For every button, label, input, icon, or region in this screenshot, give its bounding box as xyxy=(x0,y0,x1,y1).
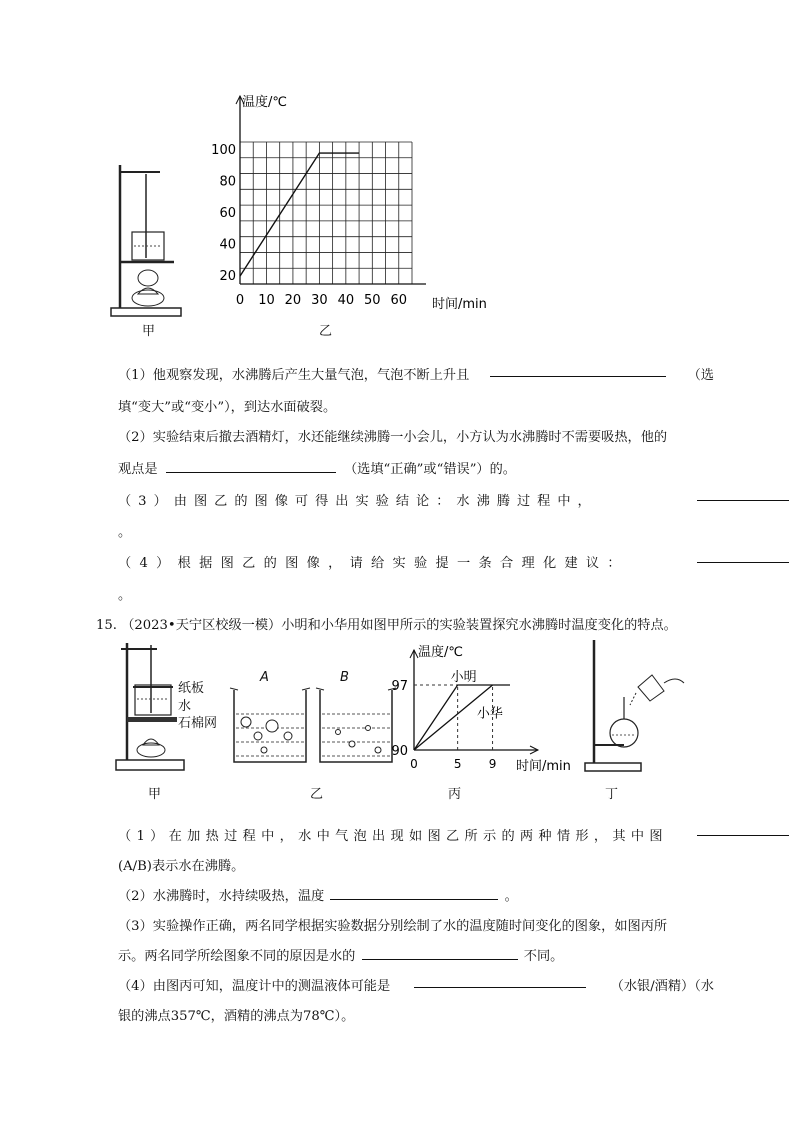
q15-part4-line2: 银的沸点357℃，酒精的沸点为78℃）。 xyxy=(118,1009,355,1024)
q15-part4-line1 xyxy=(118,975,714,994)
q15-part4-text-end: （水银/酒精）（水 xyxy=(610,979,714,994)
chart-yi-temperature-time xyxy=(200,88,500,318)
x-tick-label: 5 xyxy=(453,757,462,771)
q15-part4-answer-blank[interactable] xyxy=(414,975,586,988)
q14-part2-answer-blank[interactable] xyxy=(166,460,336,473)
q14-part3-answer-blank[interactable] xyxy=(697,488,789,501)
q14-part1-text-end: （选 xyxy=(687,368,714,383)
x-tick-label: 50 xyxy=(364,293,381,308)
x-tick-label: 10 xyxy=(258,293,275,308)
q14-part3-end: 。 xyxy=(118,525,132,540)
x-tick-label: 9 xyxy=(488,757,497,771)
y-tick-label: 90 xyxy=(391,744,408,759)
q14-part1-text: （1）他观察发现，水沸腾后产生大量气泡，气泡不断上升且 xyxy=(118,368,470,383)
chart-bing-temperature-time xyxy=(378,640,578,780)
q15-beakers-yi-figure xyxy=(228,670,398,770)
q15-figure-label-yi: 乙 xyxy=(310,787,324,802)
series-label: 小明 xyxy=(450,670,477,685)
q14-part2-line1: （2）实验结束后撤去酒精灯，水还能继续沸腾一小会儿，小方认为水沸腾时不需要吸热，他的 xyxy=(118,430,668,445)
q14-part3-text: （3）由图乙的图像可得出实验结论：水沸腾过程中， xyxy=(118,494,598,509)
y-axis-label: 温度/℃ xyxy=(242,95,287,110)
q15-part2-text: （2）水沸腾时，水持续吸热，温度 xyxy=(118,889,325,904)
y-tick-label: 20 xyxy=(219,269,236,285)
q15-part2-text-end: 。 xyxy=(504,889,518,904)
y-tick-label: 100 xyxy=(211,142,236,158)
beaker-label-b: B xyxy=(340,670,349,685)
beaker-label-a: A xyxy=(260,670,269,685)
q14-part2-text-end: （选填“正确”或“错误”）的。 xyxy=(343,462,516,477)
x-tick-label: 20 xyxy=(284,293,302,308)
q14-part4-end: 。 xyxy=(118,588,132,603)
temperature-line xyxy=(240,153,359,276)
q14-part1-line2: 填“变大”或“变小”），到达水面破裂。 xyxy=(118,400,337,415)
y-tick-label: 60 xyxy=(219,206,236,221)
x-tick-label: 60 xyxy=(390,293,408,308)
q15-part1-answer-blank[interactable] xyxy=(697,823,789,836)
q15-figure-label-ding: 丁 xyxy=(605,787,619,802)
x-axis-label: 时间/min xyxy=(516,759,571,774)
q14-part4-line1 xyxy=(118,552,714,571)
q15-part1-line2: (A/B)表示水在沸腾。 xyxy=(118,859,245,874)
x-tick-label: 0 xyxy=(235,293,245,308)
q15-apparatus-jia-figure xyxy=(113,635,188,775)
x-tick-label: 30 xyxy=(311,293,328,308)
q15-part2-answer-blank[interactable] xyxy=(330,887,498,900)
q15-stem xyxy=(96,614,796,633)
q14-part4-text: （4）根据图乙的图像，请给实验提一条合理化建议： xyxy=(118,556,629,571)
label-shimianwang: 石棉网 xyxy=(178,716,218,731)
q15-part3-text: 示。两名同学所绘图象不同的原因是水的 xyxy=(118,949,356,964)
q14-part2-text: 观点是 xyxy=(118,462,158,477)
y-tick-label: 80 xyxy=(219,174,236,190)
q15-part3-line1: （3）实验操作正确，两名同学根据实验数据分别绘制了水的温度随时间变化的图象，如图丙所 xyxy=(118,919,668,934)
x-axis-label: 时间/min xyxy=(432,297,487,312)
q15-part3-text-end: 不同。 xyxy=(523,949,564,964)
q15-part1-text: （1）在加热过程中，水中气泡出现如图乙所示的两种情形，其中图 xyxy=(118,829,668,844)
q15-figure-label-jia: 甲 xyxy=(148,787,162,802)
label-shui: 水 xyxy=(178,699,192,714)
label-zhiban: 纸板 xyxy=(178,681,205,696)
q14-part1-answer-blank[interactable] xyxy=(490,364,666,377)
x-tick-label: 0 xyxy=(410,757,418,771)
q14-part1-line1 xyxy=(118,364,714,383)
figure-label-yi: 乙 xyxy=(319,324,333,339)
q15-part3-answer-blank[interactable] xyxy=(362,947,518,960)
q15-stem-text: （2023•天宁区校级一模）小明和小华用如图甲所示的实验装置探究水沸腾时温度变化的特点。 xyxy=(121,618,677,633)
y-tick-label: 97 xyxy=(391,679,408,694)
q14-part3-line1 xyxy=(118,490,714,509)
y-axis-label: 温度/℃ xyxy=(418,645,463,660)
x-tick-label: 40 xyxy=(337,293,355,308)
q15-apparatus-ding-figure xyxy=(580,635,690,775)
q15-part3-line2 xyxy=(118,945,714,964)
q15-part1-line1 xyxy=(118,825,714,844)
q14-part2-line2 xyxy=(118,458,714,477)
q15-number: 15. xyxy=(96,618,117,633)
apparatus-jia-figure xyxy=(108,160,183,318)
q15-part2-line xyxy=(118,885,714,904)
q14-part4-answer-blank[interactable] xyxy=(697,550,789,563)
y-tick-label: 40 xyxy=(219,237,236,253)
figure-label-jia: 甲 xyxy=(142,324,156,339)
q15-figure-label-bing: 丙 xyxy=(448,787,462,802)
series-label: 小华 xyxy=(476,706,503,722)
q15-part4-text: （4）由图丙可知，温度计中的测温液体可能是 xyxy=(118,979,391,994)
